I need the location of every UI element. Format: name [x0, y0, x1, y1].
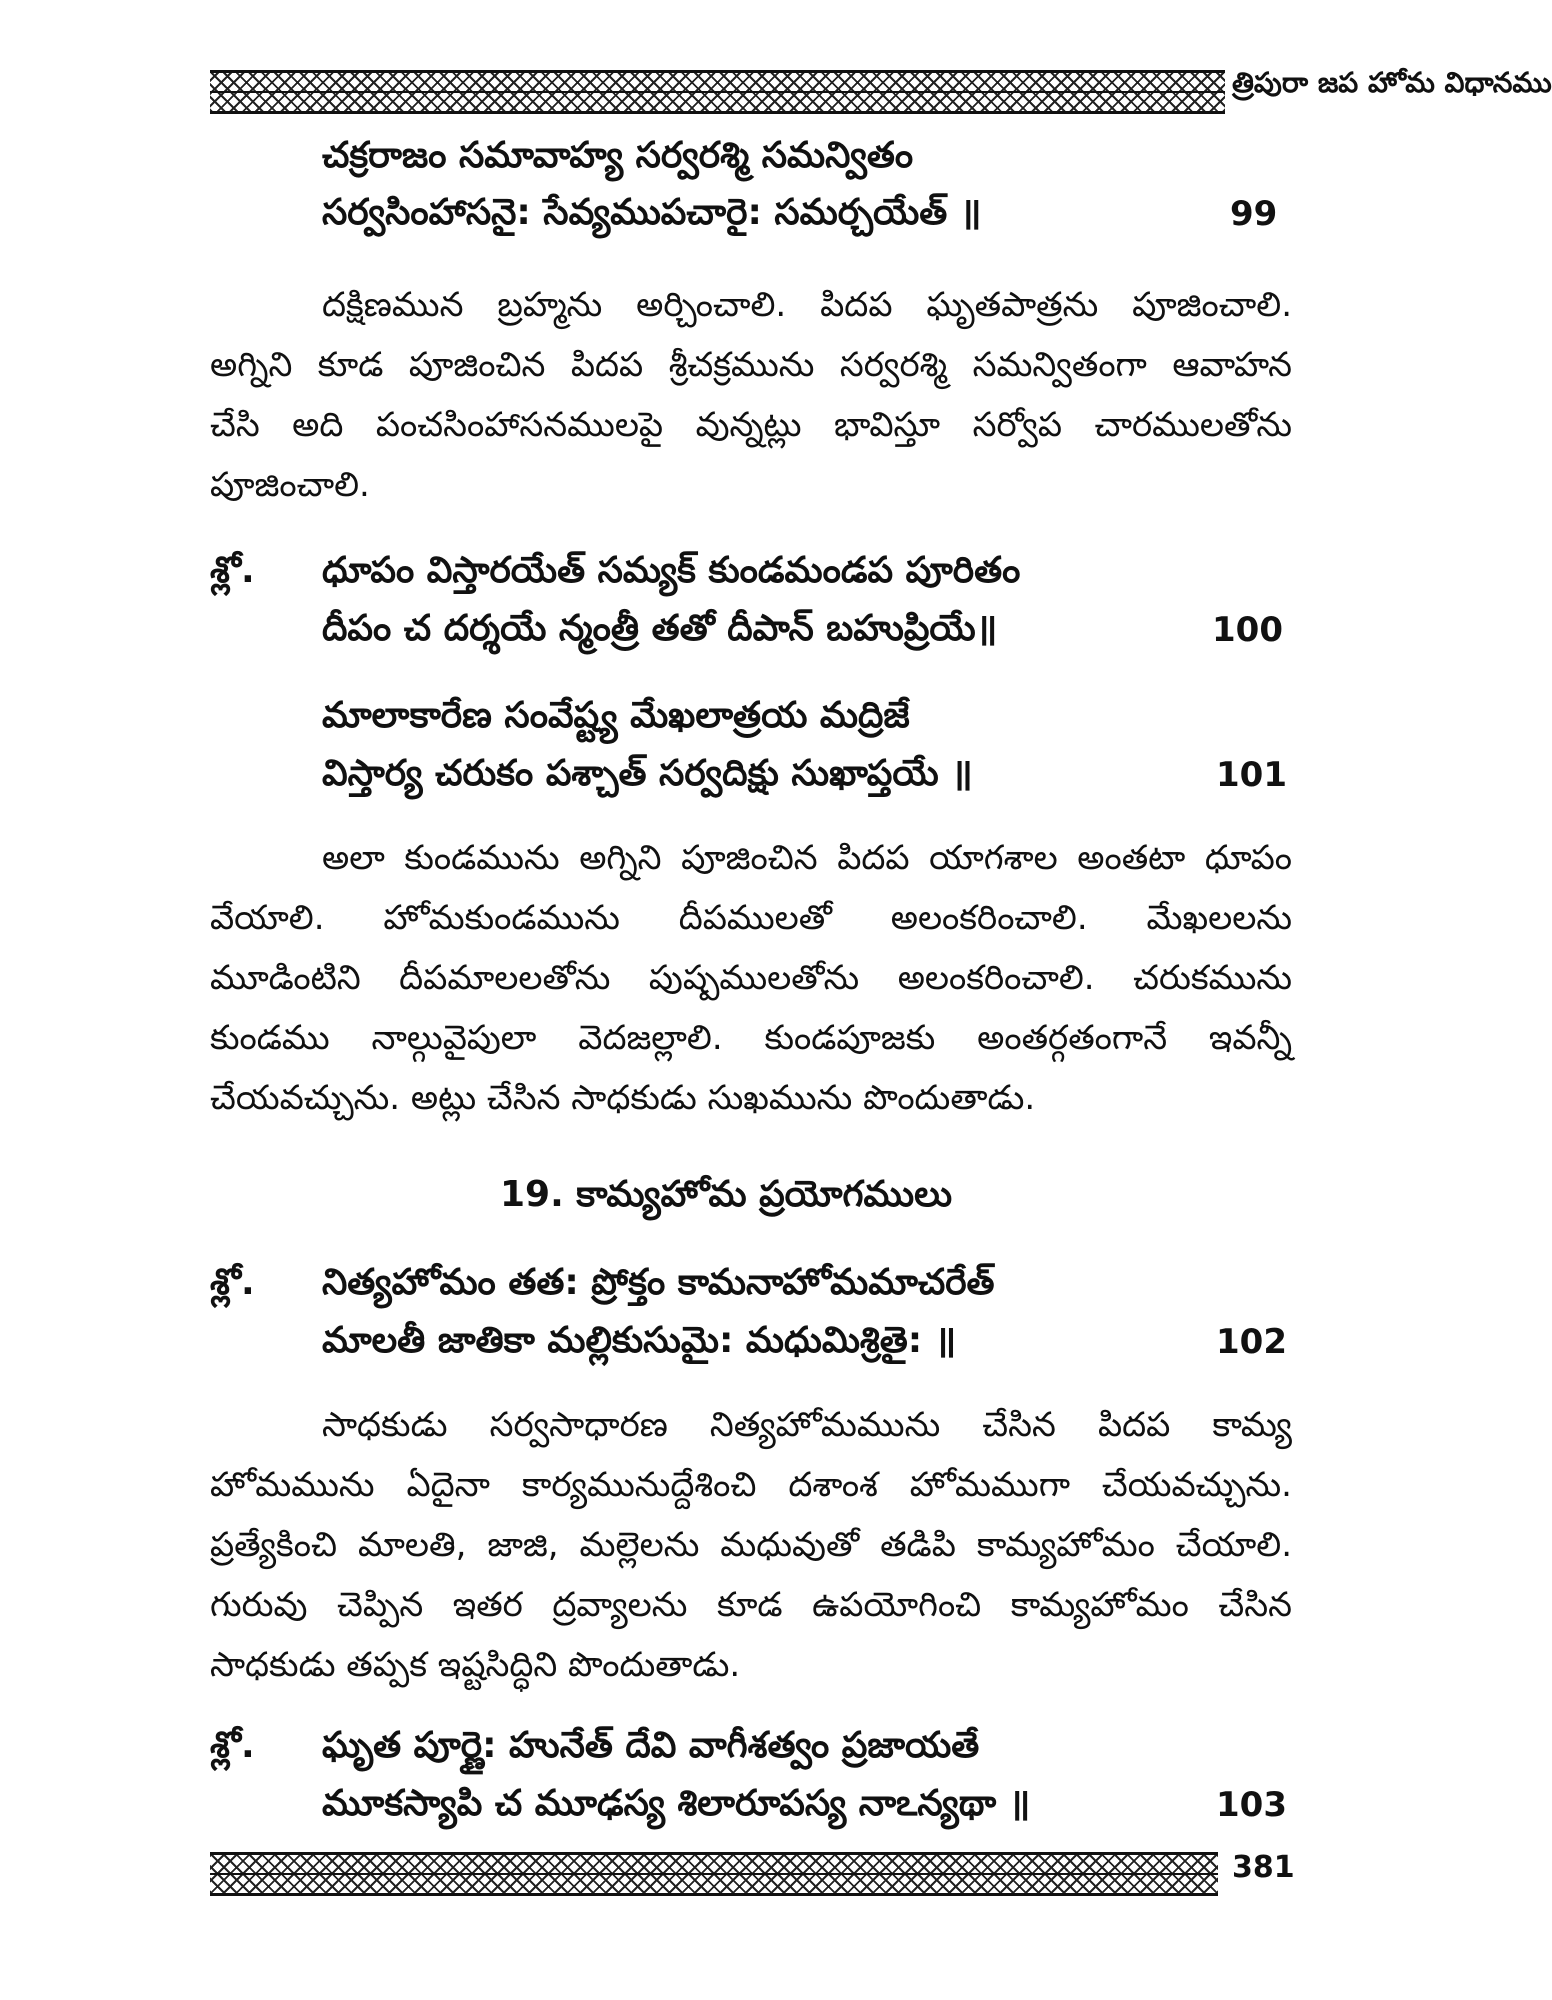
verse-number-101: 101	[1216, 755, 1287, 795]
verse-103-line-2: మూకస్యాపి చ మూఢస్య శిలారూపస్య నాఽన్యథా ॥	[322, 1783, 1031, 1824]
para-2-line-2: వేయాలి. హోమకుండమును దీపములతో అలంకరించాలి. మేఖలలను	[210, 898, 1292, 938]
page-number: 381	[1232, 1850, 1295, 1885]
verse-99-line-2: సర్వసింహాసనై: సేవ్యముపచారై: సమర్చయేత్ ॥	[322, 192, 982, 233]
sloka-mark: శ్లో.	[210, 550, 255, 591]
verse-number-100: 100	[1212, 610, 1283, 650]
verse-number-103: 103	[1216, 1785, 1287, 1825]
para-1-line-2: అగ్నిని కూడ పూజించిన పిదప శ్రీచక్రమును సర్వరశ్మి సమన్వితంగా ఆవాహన	[210, 345, 1292, 385]
para-2-line-5: చేయవచ్చును. అట్లు చేసిన సాధకుడు సుఖమును పొందుతాడు.	[210, 1078, 1036, 1118]
verse-103-line-1: ఘృత పూర్ణై: హునేత్ దేవి వాగీశత్వం ప్రజాయతే	[322, 1725, 980, 1766]
sloka-mark: శ్లో.	[210, 1725, 255, 1766]
sloka-mark: శ్లో.	[210, 1262, 255, 1303]
para-2-line-3: మూడింటిని దీపమాలలతోను పుష్పములతోను అలంకరించాలి. చరుకమును	[210, 958, 1292, 998]
para-3-line-5: సాధకుడు తప్పక ఇష్టసిద్ధిని పొందుతాడు.	[210, 1645, 741, 1685]
verse-101-line-2: విస్తార్య చరుకం పశ్చాత్ సర్వదిక్షు సుఖాప్తయే ॥	[322, 753, 973, 794]
verse-100-line-2: దీపం చ దర్శయే న్మంత్రీ తతో దీపాన్ బహుప్రియే॥	[322, 608, 998, 649]
para-3-line-1: సాధకుడు సర్వసాధారణ నిత్యహోమమును చేసిన పిదప కామ్య	[322, 1405, 1292, 1445]
top-ornamental-border	[210, 70, 1225, 114]
verse-101-line-1: మాలాకారేణ సంవేష్ట్య మేఖలాత్రయ మద్రిజే	[322, 695, 910, 736]
verse-102-line-2: మాలతీ జాతికా మల్లికుసుమై: మధుమిశ్రితై: ॥	[322, 1320, 957, 1361]
para-3-line-4: గురువు చెప్పిన ఇతర ద్రవ్యాలను కూడ ఉపయోగించి కామ్యహోమం చేసిన	[210, 1585, 1292, 1625]
para-1-line-3: చేసి అది పంచసింహాసనములపై వున్నట్లు భావిస్తూ సర్వోప చారములతోను	[210, 405, 1292, 445]
verse-100-line-1: ధూపం విస్తారయేత్ సమ్యక్ కుండమండప పూరితం	[322, 550, 1021, 591]
para-1-line-4: పూజించాలి.	[210, 465, 370, 505]
verse-number-99: 99	[1230, 194, 1278, 234]
para-3-line-3: ప్రత్యేకించి మాలతి, జాజి, మల్లెలను మధువుతో తడిపి కామ్యహోమం చేయాలి.	[210, 1525, 1292, 1565]
para-2-line-4: కుండము నాల్గువైపులా వెదజల్లాలి. కుండపూజకు అంతర్గతంగానే ఇవన్నీ	[210, 1018, 1292, 1058]
para-2-line-1: అలా కుండమును అగ్నిని పూజించిన పిదప యాగశాల అంతటా ధూపం	[322, 838, 1292, 878]
verse-102-line-1: నిత్యహోమం తత: ప్రోక్తం కామనాహోమమాచరేత్	[322, 1262, 995, 1303]
running-head: త్రిపురా జప హోమ విధానము	[1232, 66, 1552, 99]
para-3-line-2: హోమమును ఏదైనా కార్యమునుద్దేశించి దశాంశ హోమముగా చేయవచ్చును.	[210, 1465, 1292, 1505]
verse-number-102: 102	[1216, 1322, 1287, 1362]
bottom-ornamental-border	[210, 1852, 1218, 1896]
section-heading: 19. కామ్యహోమ ప్రయోగములు	[500, 1174, 953, 1215]
para-1-line-1: దక్షిణమున బ్రహ్మను అర్చించాలి. పిదప ఘృతపాత్రను పూజించాలి.	[322, 285, 1292, 325]
verse-99-line-1: చక్రరాజం సమావాహ్య సర్వరశ్మి సమన్వితం	[322, 135, 914, 176]
